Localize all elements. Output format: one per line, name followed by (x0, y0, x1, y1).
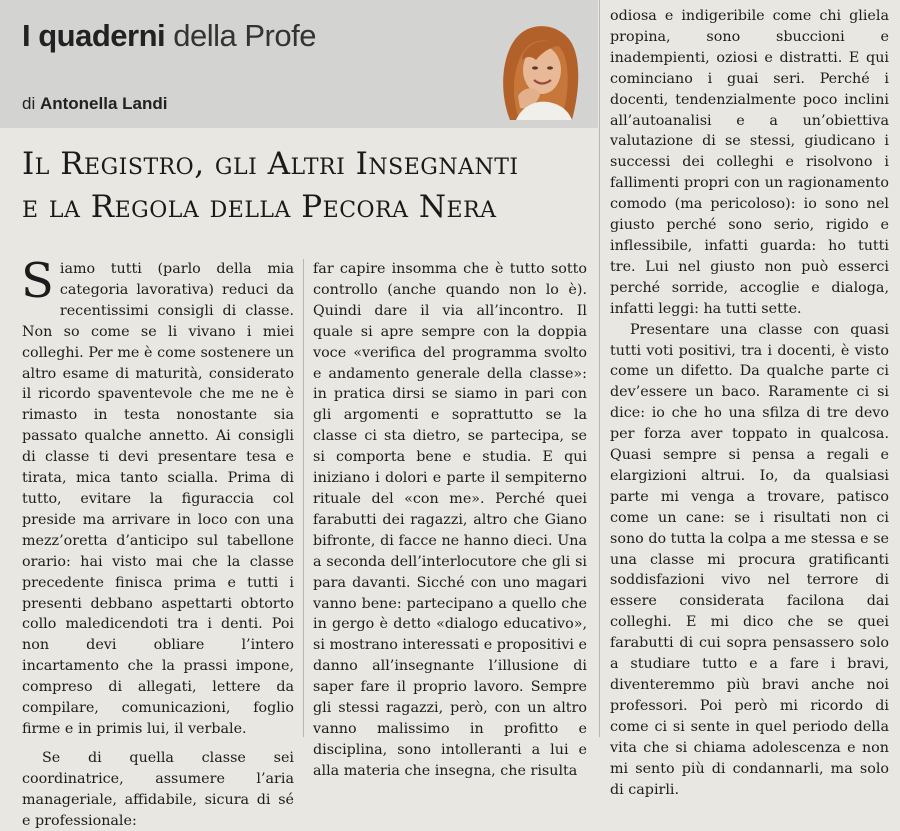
paragraph-text: iamo tutti (parlo della mia categoria lavorativa) reduci da recentissimi consigli di classe. Non so come se li vivano i miei colleghi. Per me è come sostenere un altro esame di maturità, considerato il ricordo spaventevole che me ne è rimasto in testa nonostante sia passato qualche annetto. Ai consigli di classe ti devi presentare tesa e tirata, mica tanto scialla. Prima di tutto, evitare la figuraccia col preside ma arrivare in loco con una mezz’oretta d’anticipo sul tabellone orario: hai visto mai che la classe precedente finisca prima e tutti i presenti debbano aspettarti obtorto collo maledicendoti tra i denti. Poi non devi obliare l’intero incartamento che la prassi impone, compreso di allegati, lettere da compilare, comunicazioni, foglio firme e in primis lui, il verbale. (22, 261, 294, 737)
rubric-bold: I quaderni (22, 18, 166, 53)
paragraph: far capire insomma che è tutto sotto controllo (anche quando non lo è). Quindi dare il via all’incontro. Il quale si apre sempre con la doppia voce «verifica del programma svolto e andamento generale della classe»: in pratica dirsi se siamo in pari con gli argomenti e soprattutto se la classe ci sta dietro, se partecipa, se si comporta bene e studia. E qui iniziano i dolori e parte il sempiterno rituale del «con me». Perché quei farabutti dei ragazzi, altro che Giano bifronte, di facce ne hanno dieci. Una a seconda dell’interlocutore che gli si para davanti. Sicché con uno magari vanno bene: partecipano a quello che in gergo è detto «dialogo educativo», si mostrano interessati e propositivi e danno all’insegnante l’illusione di saper fare il proprio lavoro. Sempre gli stessi ragazzi, però, con un altro vanno malissimo in profitto e disciplina, sono intolleranti a lui e alla materia che insegna, che risulta (313, 261, 588, 779)
headline (22, 143, 592, 229)
author-portrait-icon (488, 20, 588, 120)
byline-name: Antonella Landi (39, 94, 168, 113)
byline-prefix: di (22, 94, 36, 113)
paragraph: Presentare una classe con quasi tutti voti positivi, tra i docenti, è visto come un difetto. Da qualche parte ci dev’essere un baco. Raramente ci si dice: io che ho una sfilza di tre devo per forza aver toppato in qualcosa. Quasi sempre si pensa a regali e elargizioni altrui. Io, da qualsiasi parte mi venga a trovare, patisco come un cane: se i risultati non ci sono do tutta la colpa a me stessa e se una classe mi procura gratificanti soddisfazioni vivo nel terrore di essere considerata facilona dai colleghi. E mi dico che se quei farabutti di cui sopra pensassero solo a studiare tutto e a fare i bravi, diventeremmo più bravi anche noi professori. Poi però mi ricordo di come ci si sente in quel periodo della vita che si chiama adolescenza e non mi sento più di condannarli, ma solo di capirli. (610, 321, 889, 798)
headline-line-1: Il Registro, gli Altri Insegnanti (22, 146, 519, 182)
column-rubric (22, 18, 316, 54)
paragraph: Se di quella classe sei coordinatrice, assumere l’aria manageriale, affidabile, sicura di sé e professionale: (22, 749, 294, 829)
headline-line-2: e la Regola della Pecora Nera (22, 189, 497, 225)
paragraph (21, 253, 294, 740)
rubric-light: della Profe (173, 18, 316, 53)
drop-cap: S (21, 253, 54, 309)
column-divider (599, 0, 600, 737)
article-column-3 (610, 6, 889, 800)
byline (22, 94, 167, 114)
article-column-1 (21, 253, 294, 831)
column-divider (303, 259, 304, 737)
article-column-2 (313, 259, 587, 782)
paragraph: odiosa e indigeribile come chi gliela propina, sono sbuccioni e inadempienti, oziosi e distratti. E qui cominciano i guai seri. Perché i docenti, tendenzialmente poco inclini all’autoanalisi e a un’obiettiva valutazione di se stessi, giudicano i successi dei colleghi e risolvono i fallimenti propri con un ragionamento comodo (ma pericoloso): io sono nel giusto perché sono serio, rigido e inflessibile, infatti guarda: ho tutti tre. Lui nel giusto non può esserci perché sorride, accoglie e dialoga, infatti leggi: ha tutti sette. (610, 8, 889, 317)
